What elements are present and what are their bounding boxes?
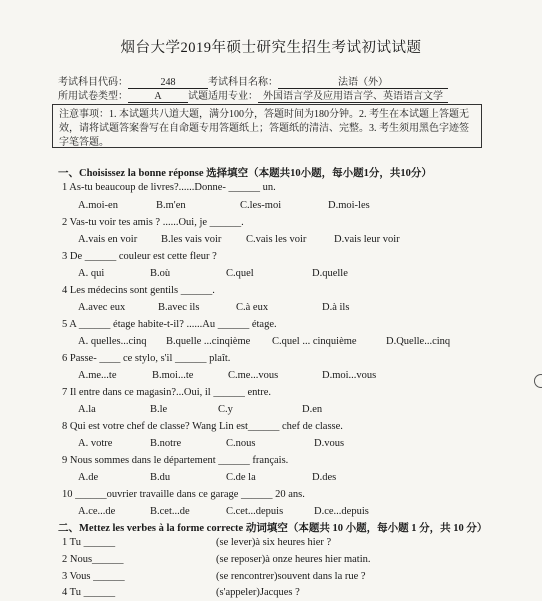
- option-d: D.des: [312, 472, 337, 483]
- option-b: B.du: [150, 472, 171, 483]
- option-d: D.à ils: [322, 302, 350, 313]
- option-a: A.vais en voir: [78, 234, 138, 245]
- option-a: A. votre: [78, 438, 113, 449]
- options-3: [78, 268, 498, 282]
- verb-item-prompt: 3 Vous ______: [62, 571, 125, 582]
- option-b: B.où: [150, 268, 171, 279]
- question-7: 7 Il entre dans ce magasin?...Oui, il ______ entre.: [62, 387, 272, 398]
- verb-item-3-hint: (se rencontrer)souvent dans la rue ?: [216, 571, 366, 582]
- option-a: A. quelles...cinq: [78, 336, 147, 347]
- option-c: C.me...vous: [228, 370, 279, 381]
- question-9: 9 Nous sommes dans le département ______ français.: [62, 455, 289, 466]
- option-d: D.vais leur voir: [334, 234, 400, 245]
- verb-item-4-hint: (s'appeler)Jacques ?: [216, 587, 300, 598]
- verb-item-2-hint: (se reposer)à onze heures hier matin.: [216, 554, 371, 565]
- question-5: 5 A ______ étage habite-t-il? ......Au ______ étage.: [62, 319, 277, 330]
- type-label: 所用试卷类型：: [58, 91, 128, 102]
- option-d: D.ce...depuis: [314, 506, 369, 517]
- option-c: C.à eux: [236, 302, 269, 313]
- option-c: C.de la: [226, 472, 256, 483]
- question-6: 6 Passe- ____ ce stylo, s'il ______ plaît.: [62, 353, 231, 364]
- options-9: [78, 472, 498, 486]
- options-8: [78, 438, 498, 452]
- option-a: A. qui: [78, 268, 105, 279]
- question-3: 3 De ______ couleur est cette fleur ?: [62, 251, 217, 262]
- options-4: [78, 302, 498, 316]
- section-1-heading: 一、Choisissez la bonne réponse 选择填空（本题共10小题，每小题1分，共10分）: [58, 168, 432, 179]
- verb-item-1: [62, 537, 115, 548]
- option-d: D.moi...vous: [322, 370, 377, 381]
- option-a: A.ce...de: [78, 506, 116, 517]
- options-6: [78, 370, 498, 384]
- option-a: A.me...te: [78, 370, 117, 381]
- options-10: [78, 506, 498, 520]
- option-c: C.cet...depuis: [226, 506, 284, 517]
- major-label: 试题适用专业：: [188, 91, 258, 102]
- option-c: C.y: [218, 404, 233, 415]
- options-5: [78, 336, 498, 350]
- meta-row-2: [58, 87, 448, 103]
- exam-title: 烟台大学2019年硕士研究生招生考试初试试题: [120, 40, 422, 56]
- section-2-heading: 二、Mettez les verbes à la forme correcte 动词填空（本题共 10 小题，每小题 1 分，共 10 分）: [58, 523, 488, 534]
- verb-item-1-hint: (se lever)à six heures hier ?: [216, 537, 332, 548]
- option-c: C.quel ... cinquième: [272, 336, 357, 347]
- major-value: 外国语言学及应用语言学、英语语言文学: [258, 87, 448, 103]
- option-d: D.vous: [314, 438, 345, 449]
- type-value: A: [128, 91, 188, 103]
- option-d: D.en: [302, 404, 323, 415]
- option-c: C.quel: [226, 268, 254, 279]
- option-d: D.moi-les: [328, 200, 370, 211]
- subject-value: 法语（外）: [278, 73, 448, 89]
- question-10: 10 ______ouvrier travaille dans ce garage ______ 20 ans.: [62, 489, 305, 500]
- option-a: A.moi-en: [78, 200, 118, 211]
- option-b: B.m'en: [156, 200, 186, 211]
- verb-item-prompt: 4 Tu ______: [62, 587, 116, 598]
- option-d: D.Quelle...cinq: [386, 336, 451, 347]
- option-b: B.avec ils: [158, 302, 200, 313]
- option-c: C.vais les voir: [246, 234, 307, 245]
- notice-box: 注意事项：1. 本试题共八道大题，满分100分，答题时间为180分钟。2. 考生在本试题上答题无效，请将试题答案誊写在自命题专用答题纸上；答题纸的清洁、完整。3. 考生须用黑色字迹签字笔答题。: [52, 104, 482, 148]
- question-1: 1 As-tu beaucoup de livres?......Donne- ______ un.: [62, 182, 276, 193]
- option-c: C.les-moi: [240, 200, 282, 211]
- option-b: B.cet...de: [150, 506, 190, 517]
- option-b: B.notre: [150, 438, 182, 449]
- question-4: 4 Les médecins sont gentils ______.: [62, 285, 215, 296]
- option-a: A.de: [78, 472, 99, 483]
- verb-item-prompt: 2 Nous______: [62, 554, 124, 565]
- question-2: 2 Vas-tu voir tes amis ? ......Oui, je ______.: [62, 217, 244, 228]
- verb-item-2: [62, 554, 124, 565]
- verb-item-4: [62, 587, 115, 598]
- verb-item-prompt: 1 Tu ______: [62, 537, 116, 548]
- option-b: B.moi...te: [152, 370, 194, 381]
- subject-label: 考试科目名称：: [208, 77, 278, 88]
- option-b: B.le: [150, 404, 168, 415]
- options-7: [78, 404, 498, 418]
- option-a: A.la: [78, 404, 96, 415]
- options-2: [78, 234, 498, 248]
- option-d: D.quelle: [312, 268, 348, 279]
- option-c: C.nous: [226, 438, 256, 449]
- option-b: B.quelle ...cinqième: [166, 336, 251, 347]
- verb-item-3: [62, 571, 125, 582]
- options-1: [78, 200, 498, 214]
- code-value: 248: [128, 77, 208, 89]
- question-8: 8 Qui est votre chef de classe? Wang Lin est______ chef de classe.: [62, 421, 343, 432]
- option-a: A.avec eux: [78, 302, 126, 313]
- code-label: 考试科目代码：: [58, 77, 128, 88]
- option-b: B.les vais voir: [161, 234, 222, 245]
- binding-hole-mark: [534, 374, 542, 388]
